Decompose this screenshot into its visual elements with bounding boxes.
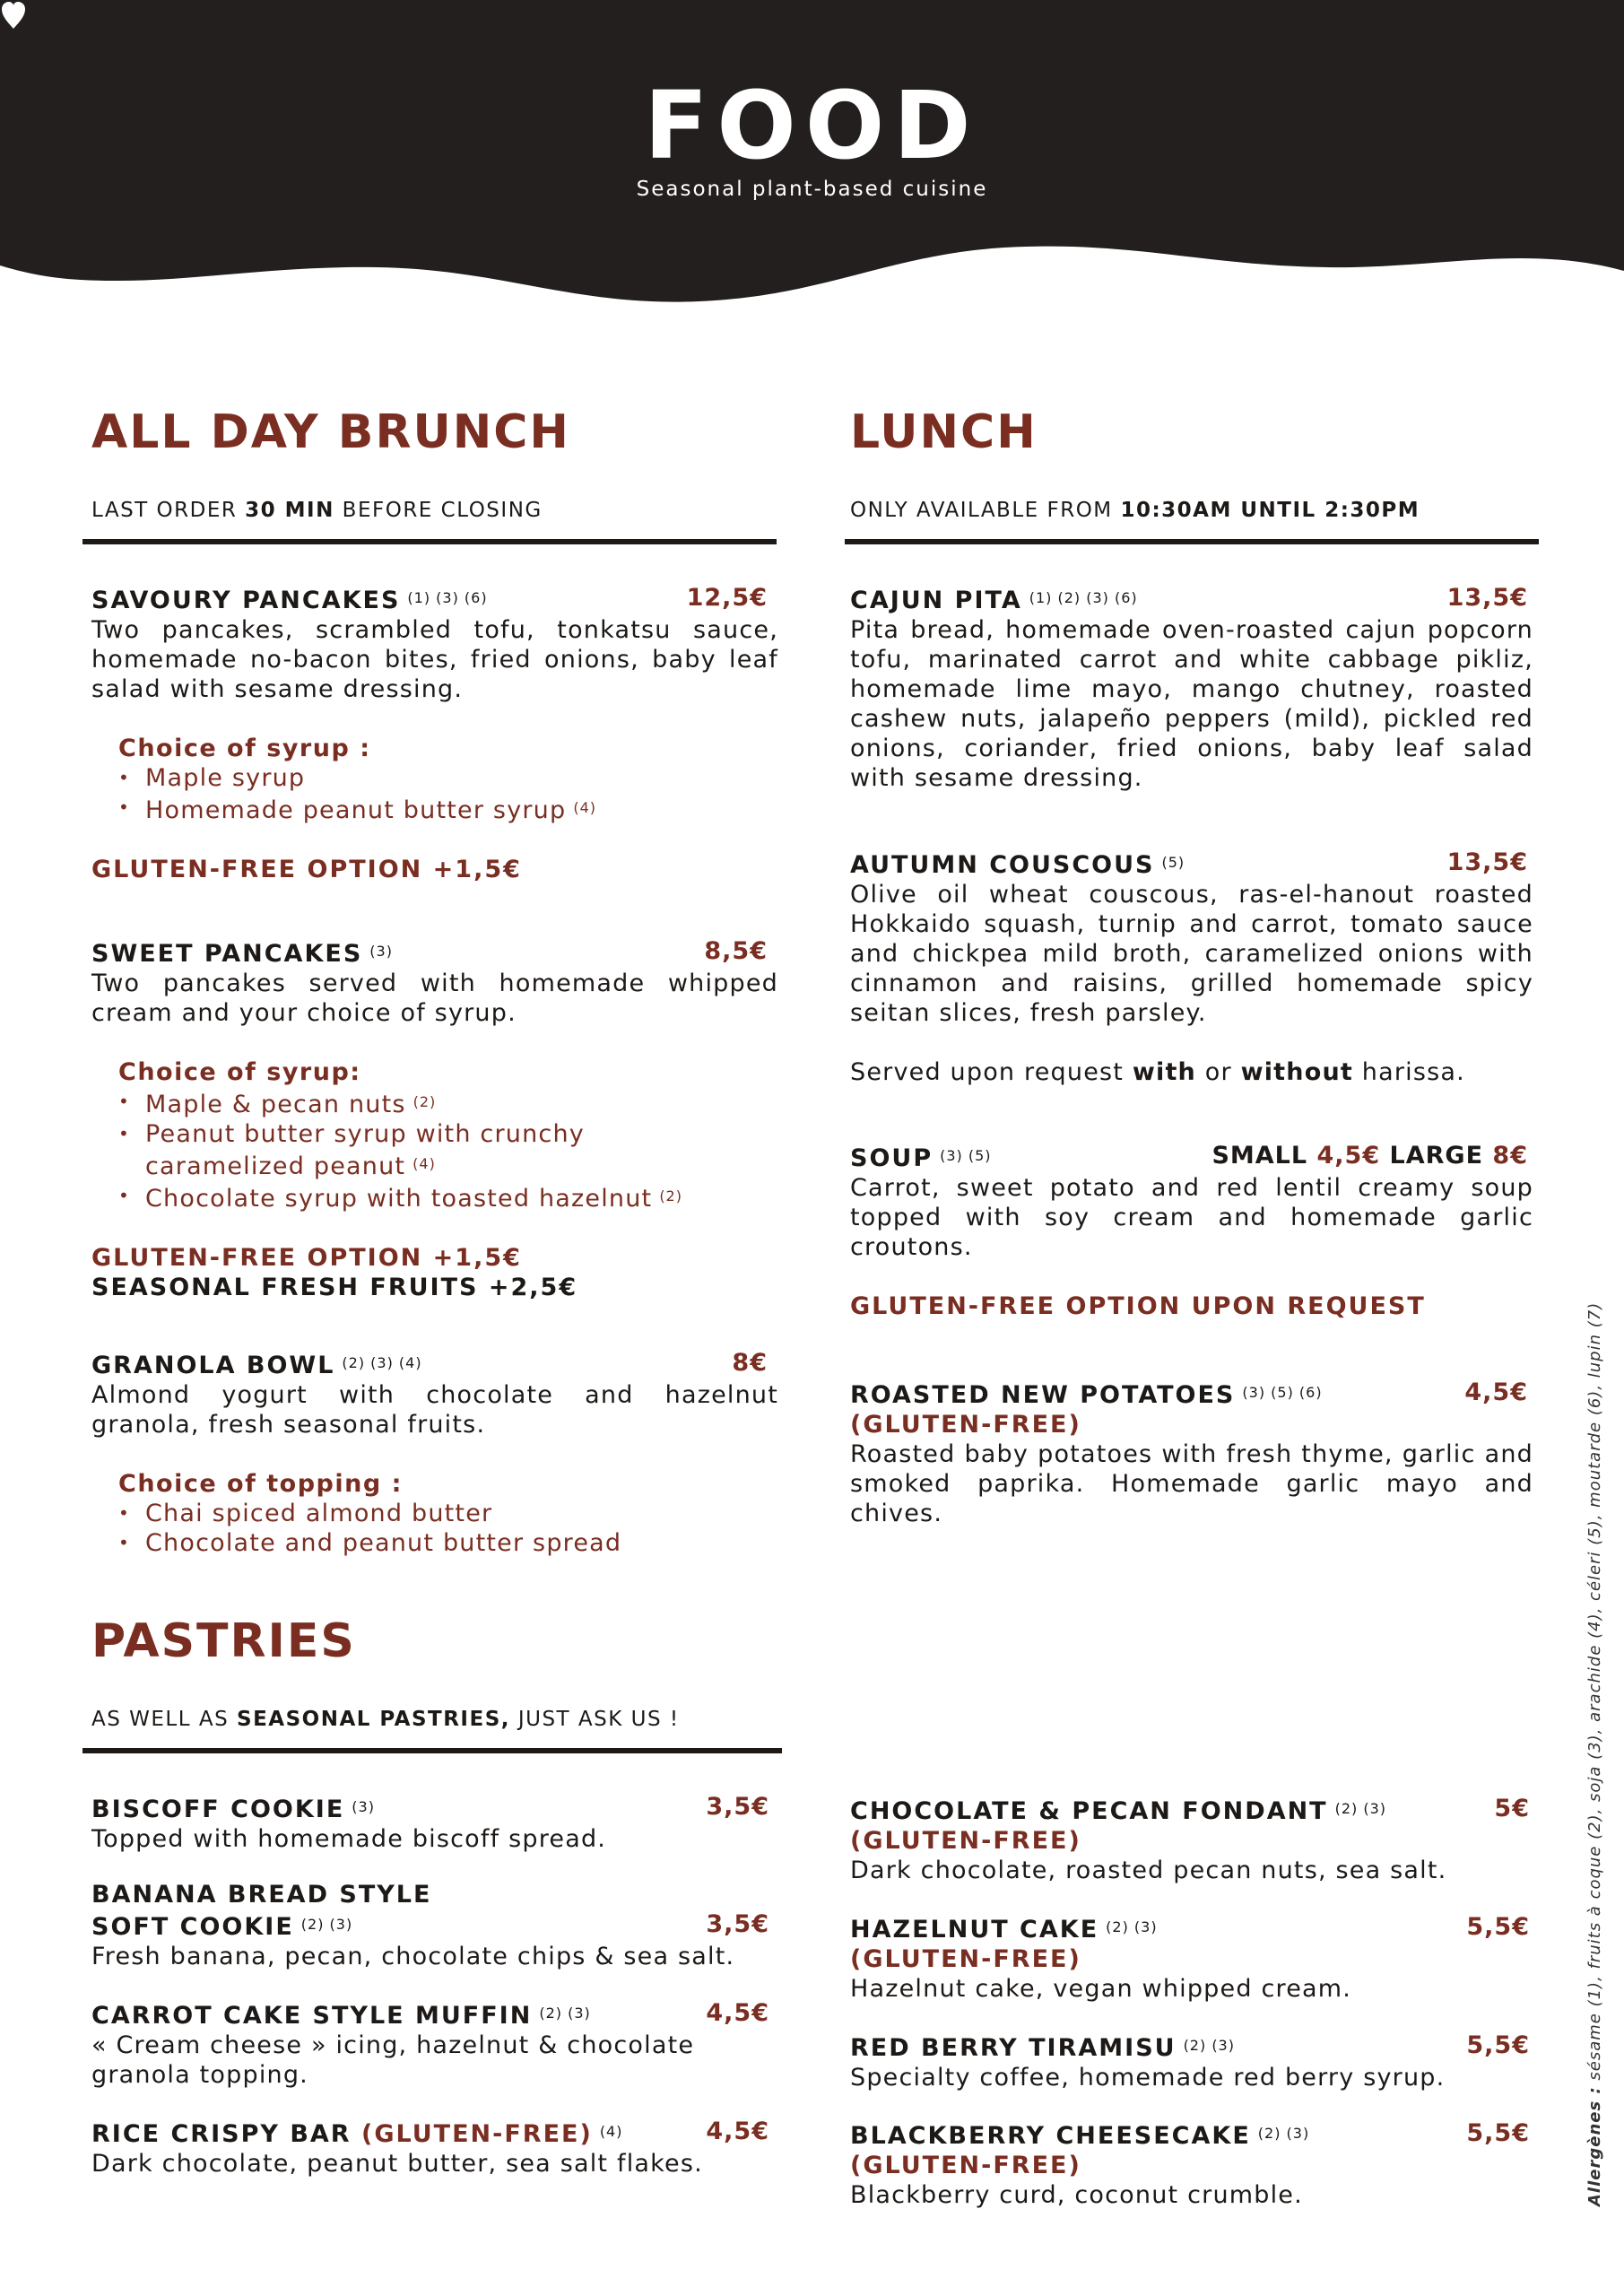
item-price: 5€	[1494, 1795, 1530, 1822]
item-name: BISCOFF COOKIE	[91, 1796, 345, 1823]
item-name: AUTUMN COUSCOUS	[850, 851, 1155, 879]
item-allergens: (2) (3) (4)	[342, 1354, 422, 1371]
item-description: Hazelnut cake, vegan whipped cream.	[850, 1975, 1352, 2003]
item-allergens: (2) (3)	[1183, 2037, 1235, 2054]
item-price: 8,5€	[704, 937, 768, 965]
item-option: GLUTEN-FREE OPTION UPON REQUEST	[850, 1292, 1426, 1320]
item-price: 3,5€	[706, 1793, 769, 1821]
item-name: HAZELNUT CAKE	[850, 1916, 1099, 1944]
item-description: Pita bread, homemade oven-roasted cajun popcorn tofu, marinated carrot and white cabbage pikliz, homemade lime mayo, mango chutney, roasted cashew nuts, jalapeño peppers (mild), pickled red onions, coriander, fried onions, baby leaf salad with sesame dressing.	[850, 616, 1533, 792]
item-description: Two pancakes served with homemade whipped cream and your choice of syrup.	[91, 970, 778, 1027]
heart-icon	[0, 0, 27, 30]
item-price: 13,5€	[1446, 584, 1528, 612]
menu-item-rice-crispy-bar	[91, 2117, 769, 2179]
item-name: CAJUN PITA	[850, 587, 1022, 614]
section-divider-brunch	[83, 539, 777, 544]
item-name: SOUP	[850, 1144, 934, 1172]
item-allergens: (1) (3) (6)	[407, 589, 488, 606]
item-price: 5,5€	[1466, 1913, 1530, 1941]
item-price: 3,5€	[706, 1910, 769, 1938]
gluten-free-tag: (GLUTEN-FREE)	[850, 1827, 1081, 1855]
menu-item-banana-bread-cookie	[91, 1880, 769, 1971]
item-name-line-1: BANANA BREAD STYLE	[91, 1881, 432, 1909]
item-description: Dark chocolate, roasted pecan nuts, sea salt.	[850, 1857, 1447, 1884]
item-price-sizes: SMALL 4,5€ LARGE 8€	[1211, 1142, 1528, 1170]
menu-item-roasted-potatoes	[850, 1378, 1533, 1528]
menu-item-savoury-pancakes	[91, 583, 778, 884]
item-price: 13,5€	[1446, 848, 1528, 876]
item-price: 4,5€	[1464, 1378, 1528, 1406]
choice-option: • Maple syrup	[118, 763, 778, 793]
item-name: CHOCOLATE & PECAN FONDANT	[850, 1797, 1328, 1825]
menu-item-blackberry-cheesecake	[850, 2118, 1530, 2210]
item-allergens: (2) (3)	[300, 1916, 353, 1933]
item-price: 5,5€	[1466, 2119, 1530, 2147]
item-allergens: (2) (3)	[1334, 1800, 1387, 1817]
item-description: Almond yogurt with chocolate and hazelnut granola, fresh seasonal fruits.	[91, 1381, 778, 1439]
item-allergens: (3)	[352, 1798, 375, 1815]
menu-item-granola-bowl	[91, 1348, 778, 1558]
item-description: Fresh banana, pecan, chocolate chips & sea salt.	[91, 1943, 735, 1970]
section-note-pastries: AS WELL AS SEASONAL PASTRIES, JUST ASK US !	[91, 1708, 680, 1731]
section-divider-pastries	[83, 1748, 782, 1753]
item-name: ROASTED NEW POTATOES	[850, 1381, 1236, 1409]
item-name: BLACKBERRY CHEESECAKE	[850, 2122, 1251, 2150]
item-allergens: (3)	[369, 943, 393, 960]
choice-title: Choice of syrup :	[118, 735, 371, 762]
choice-option: • Maple & pecan nuts $^{(2)}$	[118, 1087, 778, 1119]
item-allergens: (3) (5)	[940, 1147, 992, 1164]
gluten-free-tag: (GLUTEN-FREE)	[850, 1945, 1081, 1973]
item-description: Blackberry curd, coconut crumble.	[850, 2181, 1303, 2209]
item-description: Dark chocolate, peanut butter, sea salt flakes.	[91, 2150, 703, 2178]
item-option-2: SEASONAL FRESH FRUITS +2,5€	[91, 1274, 578, 1301]
item-allergens: (2) (3)	[1106, 1918, 1158, 1935]
choice-option: • Peanut butter syrup with crunchy caramelized peanut $^{(4)}$	[118, 1119, 778, 1181]
item-note: Served upon request with or without harissa.	[850, 1058, 1465, 1086]
menu-item-autumn-couscous	[850, 848, 1533, 1087]
item-allergens: (4)	[599, 2123, 623, 2140]
menu-item-soup	[850, 1141, 1533, 1321]
item-name: GRANOLA BOWL	[91, 1352, 335, 1379]
menu-item-hazelnut-cake	[850, 1912, 1530, 2004]
item-description: Carrot, sweet potato and red lentil creamy soup topped with soy cream and homemade garlic croutons.	[850, 1174, 1533, 1261]
choice-option: • Homemade peanut butter syrup $^{(4)}$	[118, 793, 778, 825]
item-price: 5,5€	[1466, 2031, 1530, 2059]
menu-item-cajun-pita	[850, 583, 1533, 793]
section-note-brunch: LAST ORDER 30 MIN BEFORE CLOSING	[91, 499, 543, 522]
item-description: Roasted baby potatoes with fresh thyme, garlic and smoked paprika. Homemade garlic mayo and chives.	[850, 1440, 1533, 1527]
item-description: Olive oil wheat couscous, ras-el-hanout roasted Hokkaido squash, turnip and carrot, tomato sauce and chickpea mild broth, caramelized onions with cinnamon and raisins, grilled homemade spicy seitan slices, fresh parsley.	[850, 881, 1533, 1027]
item-description: « Cream cheese » icing, hazelnut & chocolate granola topping.	[91, 2031, 695, 2089]
section-divider-lunch	[845, 539, 1539, 544]
choice-option: • Chai spiced almond butter	[118, 1499, 778, 1528]
item-description: Specialty coffee, homemade red berry syrup.	[850, 2064, 1446, 2092]
header-banner	[0, 0, 1624, 323]
item-name: SOFT COOKIE	[91, 1913, 294, 1941]
page-title: FOOD	[644, 71, 980, 180]
item-allergens: (3) (5) (6)	[1242, 1384, 1323, 1401]
choice-option: • Chocolate syrup with toasted hazelnut $^{(2)}$	[118, 1181, 778, 1213]
item-name: RED BERRY TIRAMISU	[850, 2034, 1177, 2062]
item-description: Topped with homemade biscoff spread.	[91, 1825, 607, 1853]
item-price: 4,5€	[706, 2118, 769, 2145]
item-option: GLUTEN-FREE OPTION +1,5€	[91, 1244, 522, 1272]
page-subtitle: Seasonal plant-based cuisine	[636, 178, 988, 201]
item-price: 12,5€	[686, 584, 768, 612]
section-title-lunch: LUNCH	[850, 405, 1038, 459]
allergens-legend: Allergènes : sésame (1), fruits à coque (2), soja (3), arachide (4), céleri (5), moutarde (6), lupin (7)	[1585, 1301, 1604, 2206]
item-name: RICE CRISPY BAR	[91, 2120, 352, 2148]
menu-item-red-berry-tiramisu	[850, 2031, 1530, 2092]
gluten-free-tag: (GLUTEN-FREE)	[850, 1411, 1081, 1439]
item-price: 8€	[732, 1349, 768, 1377]
item-name: SWEET PANCAKES	[91, 940, 363, 968]
item-name: CARROT CAKE STYLE MUFFIN	[91, 2002, 533, 2030]
section-note-lunch: ONLY AVAILABLE FROM 10:30AM UNTIL 2:30PM	[850, 499, 1420, 522]
item-allergens: (2) (3)	[1257, 2125, 1310, 2142]
item-price: 4,5€	[706, 1999, 769, 2027]
item-allergens: (5)	[1161, 854, 1185, 871]
choice-option: • Chocolate and peanut butter spread	[118, 1528, 778, 1558]
menu-item-carrot-cake-muffin	[91, 1998, 769, 2090]
choice-title: Choice of syrup:	[118, 1058, 361, 1086]
choice-group	[118, 1469, 778, 1558]
item-description: Two pancakes, scrambled tofu, tonkatsu sauce, homemade no-bacon bites, fried onions, baby leaf salad with sesame dressing.	[91, 616, 778, 703]
choice-group	[118, 734, 778, 825]
section-title-pastries: PASTRIES	[91, 1614, 356, 1668]
choice-group	[118, 1057, 778, 1213]
item-option: GLUTEN-FREE OPTION +1,5€	[91, 856, 522, 883]
menu-item-chocolate-pecan-fondant	[850, 1794, 1530, 1885]
item-allergens: (1) (2) (3) (6)	[1029, 589, 1138, 606]
choice-title: Choice of topping :	[118, 1470, 403, 1498]
item-allergens: (2) (3)	[539, 2005, 591, 2022]
section-title-brunch: ALL DAY BRUNCH	[91, 405, 570, 459]
menu-item-sweet-pancakes	[91, 936, 778, 1302]
item-name: SAVOURY PANCAKES	[91, 587, 401, 614]
gluten-free-tag: (GLUTEN-FREE)	[361, 2120, 593, 2148]
gluten-free-tag: (GLUTEN-FREE)	[850, 2152, 1081, 2179]
menu-item-biscoff-cookie	[91, 1792, 769, 1854]
